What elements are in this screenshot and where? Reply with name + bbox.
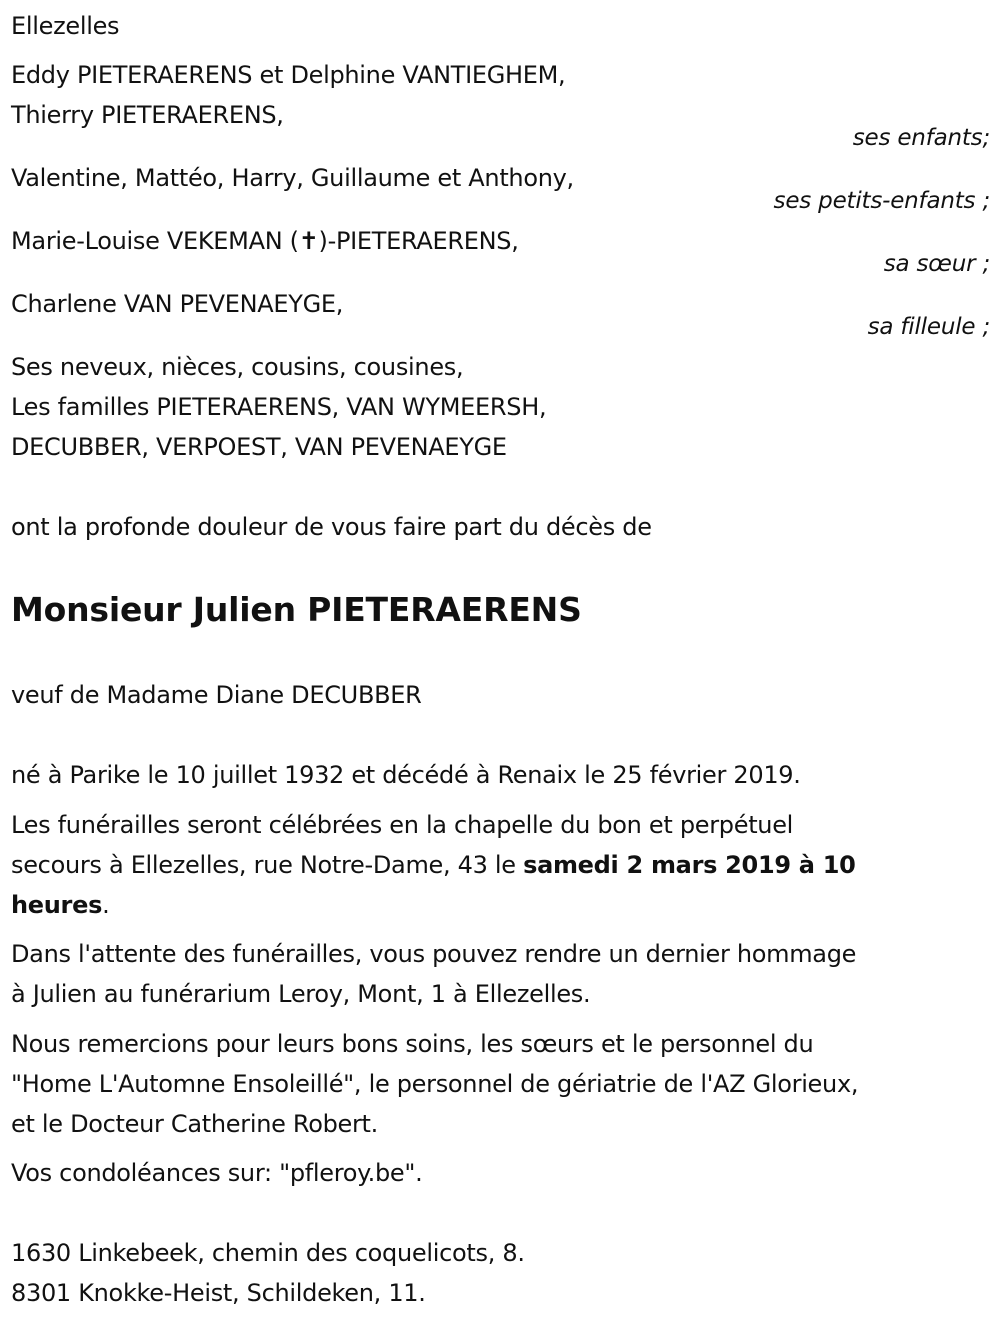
thanks-line: Nous remercions pour leurs bons soins, les sœurs et le personnel du: [11, 1030, 814, 1058]
goddaughter-line: Charlene VAN PEVENAEYGE,: [11, 290, 344, 318]
other-relatives-line: Les familles PIETERAERENS, VAN WYMEERSH,: [11, 393, 547, 421]
widower-of: veuf de Madame Diane DECUBBER: [11, 681, 422, 709]
other-relatives-line: DECUBBER, VERPOEST, VAN PEVENAEYGE: [11, 433, 507, 461]
children-line: Thierry PIETERAERENS,: [11, 101, 284, 129]
funeral-line: [11, 851, 856, 879]
deceased-name: Monsieur Julien PIETERAERENS: [11, 590, 582, 629]
tribute-line: à Julien au funérarium Leroy, Mont, 1 à Ellezelles.: [11, 980, 591, 1008]
relation-goddaughter: sa filleule ;: [867, 314, 990, 340]
funeral-date: samedi 2 mars 2019 à 10: [523, 851, 856, 879]
address-line: 1630 Linkebeek, chemin des coquelicots, 8.: [11, 1239, 525, 1267]
relation-sister: sa sœur ;: [883, 251, 990, 277]
thanks-line: et le Docteur Catherine Robert.: [11, 1110, 378, 1138]
sister-line: Marie-Louise VEKEMAN (✝)-PIETERAERENS,: [11, 227, 519, 255]
funeral-line: [11, 891, 109, 919]
funeral-line: Les funérailles seront célébrées en la chapelle du bon et perpétuel: [11, 811, 794, 839]
location: Ellezelles: [11, 12, 120, 40]
address-line: 8301 Knokke-Heist, Schildeken, 11.: [11, 1279, 426, 1307]
funeral-address: secours à Ellezelles, rue Notre-Dame, 43 le: [11, 851, 524, 879]
other-relatives-line: Ses neveux, nièces, cousins, cousines,: [11, 353, 464, 381]
condolences: Vos condoléances sur: "pfleroy.be".: [11, 1159, 423, 1187]
funeral-time: heures: [11, 891, 103, 919]
relation-children: ses enfants;: [852, 125, 990, 151]
tribute-line: Dans l'attente des funérailles, vous pouvez rendre un dernier hommage: [11, 940, 857, 968]
thanks-line: "Home L'Automne Ensoleillé", le personnel de gériatrie de l'AZ Glorieux,: [11, 1070, 859, 1098]
birth-death: né à Parike le 10 juillet 1932 et décédé à Renaix le 25 février 2019.: [11, 761, 801, 789]
funeral-punct: .: [102, 891, 110, 919]
relation-grandchildren: ses petits-enfants ;: [773, 188, 990, 214]
children-line: Eddy PIETERAERENS et Delphine VANTIEGHEM,: [11, 61, 566, 89]
announcement: ont la profonde douleur de vous faire part du décès de: [11, 513, 652, 541]
grandchildren-line: Valentine, Mattéo, Harry, Guillaume et Anthony,: [11, 164, 574, 192]
